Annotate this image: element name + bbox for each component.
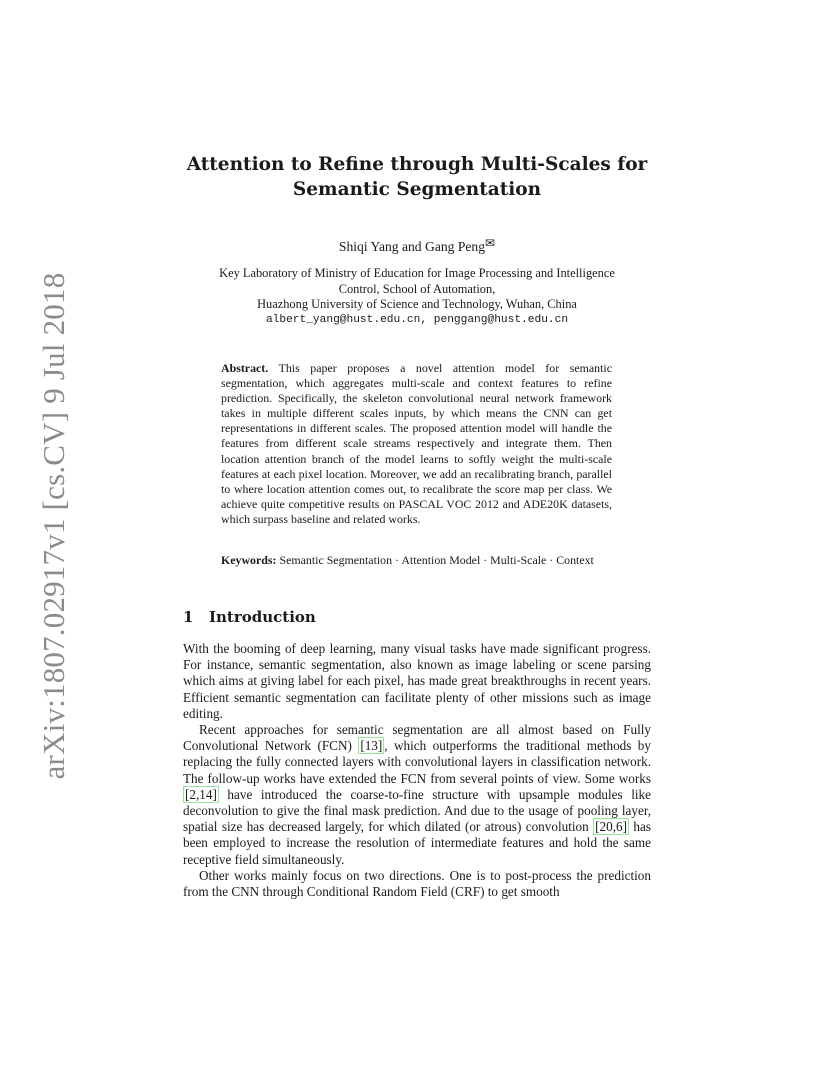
section-number: 1	[183, 608, 194, 626]
paragraph-text: have introduced the coarse-to-fine structure with upsample modules like deconvolution to give the final mask prediction. And due to the usage of pooling layer, spatial size has decreased largely, for which dilated (or atrous) convolution	[183, 786, 651, 835]
affiliation-line-3: Huazhong University of Science and Technology, Wuhan, China	[257, 297, 577, 311]
affiliation-block	[183, 266, 651, 328]
citation-link[interactable]: [20,6]	[595, 819, 628, 835]
paragraph-text: , which outperforms the traditional methods by replacing the fully connected layers with convolutional layers in classification network. The follow-up works have extended the FCN from several points of view. Some works	[183, 738, 651, 786]
arxiv-identifier-text: arXiv:1807.02917v1 [cs.CV] 9 Jul 2018	[36, 272, 71, 780]
abstract-label: Abstract.	[221, 361, 269, 375]
keywords-text: Semantic Segmentation · Attention Model · Multi-Scale · Context	[279, 553, 594, 567]
paragraph: With the booming of deep learning, many visual tasks have made significant progress. For instance, semantic segmentation, also known as image labeling or scene parsing which aims at giving label for each pixel, has made great breakthroughs in recent years. Efficient semantic segmentation can facilitate plenty of other missions such as image editing.	[183, 641, 651, 721]
paragraph-text: has been employed to increase the resolution of intermediate features and hold the same receptive field simultaneously.	[183, 819, 651, 867]
keywords-label: Keywords:	[221, 553, 277, 567]
paper-title	[183, 152, 651, 202]
paper-title-line-1: Attention to Refine through Multi-Scales for	[186, 154, 648, 175]
affiliation-line-1: Key Laboratory of Ministry of Education for Image Processing and Intelligence	[219, 266, 615, 280]
body-text	[183, 641, 651, 900]
citation-link[interactable]: [2,14]	[185, 786, 217, 802]
author-list	[183, 236, 651, 255]
section-title: Introduction	[209, 608, 316, 626]
paragraph: Other works mainly focus on two directions. One is to post-process the prediction from the CNN through Conditional Random Field (CRF) to get smooth	[183, 867, 651, 900]
citation-link[interactable]: [13]	[360, 738, 383, 754]
affiliation-line-2: Control, School of Automation,	[338, 281, 496, 296]
author-emails[interactable]: albert_yang@hust.edu.cn, penggang@hust.edu.cn	[265, 313, 569, 326]
paper-title-line-2: Semantic Segmentation	[292, 179, 542, 200]
section-heading	[183, 608, 316, 626]
abstract	[221, 361, 612, 527]
author-names: Shiqi Yang and Gang Peng	[338, 239, 486, 254]
abstract-text: This paper proposes a novel attention model for semantic segmentation, which aggregates multi-scale and context features to refine prediction. Specifically, the skeleton convolutional neural network framework takes in multiple different scales inputs, by which means the CNN can get representations in different scales. The proposed attention model will handle the features from different scale streams respectively and integrate them. Then location attention branch of the model learns to softly weight the multi-scale features at each pixel location. Moreover, we add an recalibrating branch, parallel to where location attention comes out, to recalibrate the score map per class. We achieve quite competitive results on PASCAL VOC 2012 and ADE20K datasets, which surpass baseline and related works.	[221, 361, 612, 526]
paragraph	[183, 722, 651, 868]
keywords	[221, 553, 612, 568]
paragraph-text: Recent approaches for semantic segmentation are all almost based on Fully Convolutional Network (FCN)	[183, 722, 651, 754]
envelope-icon: ✉	[485, 236, 496, 250]
